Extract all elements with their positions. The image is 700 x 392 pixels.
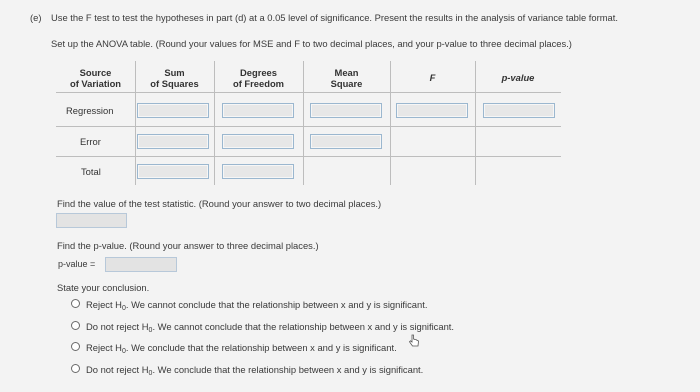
instructions-line-2: Set up the ANOVA table. (Round your values for MSE and F to two decimal places, and your p-value to three decimal places.)	[51, 38, 572, 49]
total-df-input[interactable]	[222, 164, 294, 179]
error-ms-input[interactable]	[310, 134, 382, 149]
header-sum-of-squares: Sum of Squares	[150, 67, 199, 89]
row-label-total: Total	[81, 166, 101, 177]
radio-button[interactable]	[71, 299, 80, 308]
radio-button[interactable]	[71, 321, 80, 330]
error-df-input[interactable]	[222, 134, 294, 149]
option-text: Do not reject $H_0$. We conclude that the relationship between x and y is significant.	[86, 364, 424, 377]
table-divider	[56, 126, 561, 127]
hand-cursor-icon	[407, 334, 421, 348]
radio-button[interactable]	[71, 364, 80, 373]
regression-df-input[interactable]	[222, 103, 294, 118]
regression-f-input[interactable]	[396, 103, 468, 118]
header-degrees-of-freedom: Degrees of Freedom	[232, 67, 285, 89]
option-text: Reject $H_0$. We cannot conclude that the relationship between x and y is significant.	[86, 299, 428, 312]
row-label-regression: Regression	[66, 105, 114, 116]
header-f: F	[429, 72, 436, 83]
conclusion-prompt: State your conclusion.	[57, 282, 150, 293]
header-source: Source of Variation	[69, 67, 122, 89]
row-label-error: Error	[80, 136, 101, 147]
test-statistic-input[interactable]	[56, 213, 127, 228]
test-statistic-prompt: Find the value of the test statistic. (Round your answer to two decimal places.)	[57, 198, 382, 209]
error-ss-input[interactable]	[137, 134, 209, 149]
total-ss-input[interactable]	[137, 164, 209, 179]
option-text: Do not reject $H_0$. We cannot conclude that the relationship between x and y is significant.	[86, 321, 455, 334]
regression-ms-input[interactable]	[310, 103, 382, 118]
p-value-input[interactable]	[105, 257, 177, 272]
radio-button[interactable]	[71, 342, 80, 351]
option-text: Reject $H_0$. We conclude that the relationship between x and y is significant.	[86, 342, 397, 355]
p-value-label: p-value =	[58, 259, 96, 269]
regression-ss-input[interactable]	[137, 103, 209, 118]
table-divider	[56, 156, 561, 157]
header-p-value: p-value	[501, 72, 535, 83]
p-value-prompt: Find the p-value. (Round your answer to three decimal places.)	[57, 240, 319, 251]
part-label: (e)	[30, 12, 42, 23]
regression-p-value-input[interactable]	[483, 103, 555, 118]
instructions-line-1: Use the F test to test the hypotheses in part (d) at a 0.05 level of significance. Present the results in the analysis of variance table format.	[51, 12, 618, 23]
table-divider	[56, 92, 561, 93]
header-mean-square: Mean Square	[330, 67, 363, 89]
